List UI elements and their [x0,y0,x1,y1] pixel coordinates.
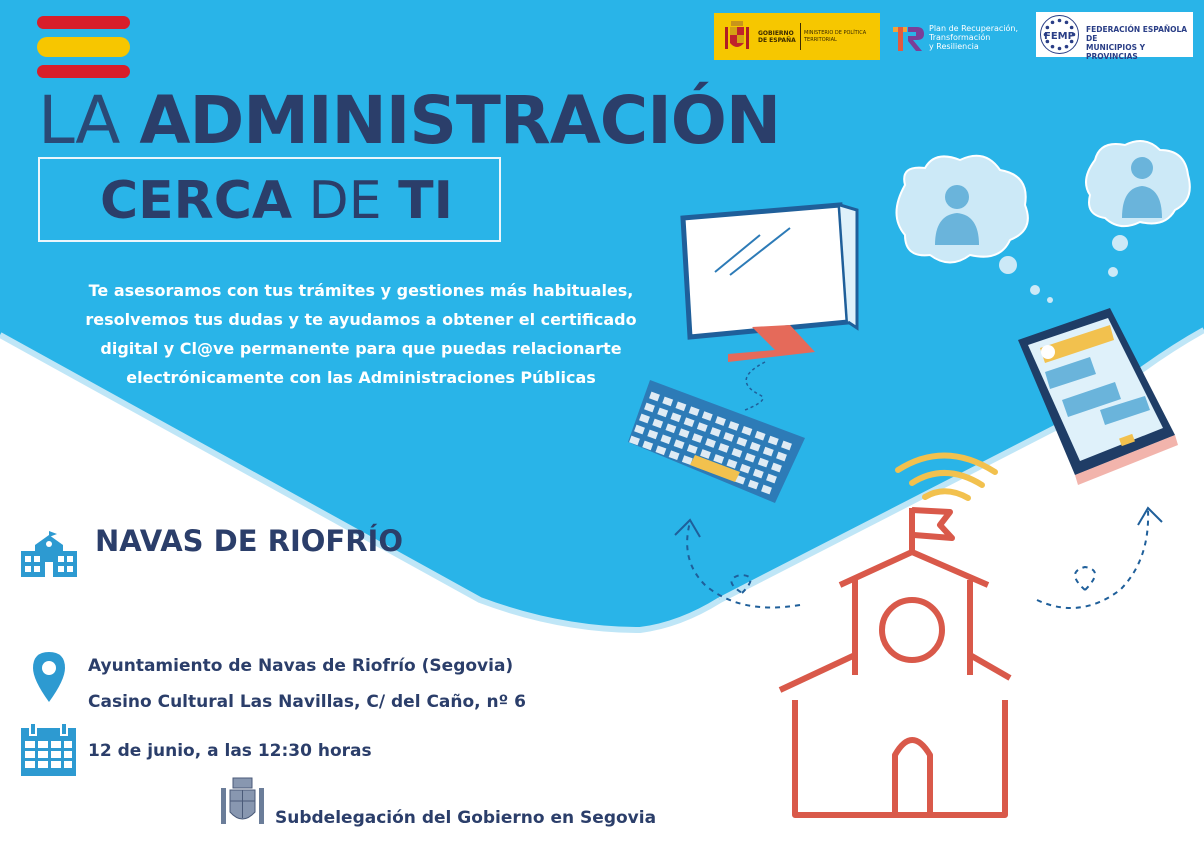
subtitle-word-ti: TI [398,171,453,231]
femp-mark: FEMP [1044,31,1075,42]
intro-line: Te asesoramos con tus trámites y gestiones más habituales, [88,281,634,300]
organizer-name: Subdelegación del Gobierno en Segovia [275,808,657,828]
femp-stars-icon [1039,14,1080,55]
title-word-administracion: ADMINISTRACIÓN [139,82,781,159]
gobierno-text: GOBIERNO DE ESPAÑA [758,30,796,44]
plan-recuperacion-logo [893,22,1025,54]
school-building-icon [21,529,77,577]
femp-text-line: MUNICIPIOS Y PROVINCIAS [1086,43,1146,61]
subtitle-word-de: DE [308,171,382,231]
ministerio-text: MINISTERIO DE POLÍTICA TERRITORIAL [804,30,867,43]
intro-line: resolvemos tus dudas y te ayudamos a obtener el certificado [85,310,637,329]
wifi-signal-icon [898,455,995,498]
plan-text-line: Plan de Recuperación, [929,24,1019,33]
femp-text [1086,25,1192,61]
coat-of-arms-icon [722,19,752,53]
keyboard-icon [628,380,805,503]
user-thought-cloud-icon [897,141,1190,303]
town-name: NAVAS DE RIOFRÍO [95,524,403,558]
page-subtitle [100,170,453,232]
plan-text [929,24,1029,51]
town-hall-wifi-icon [780,508,1010,815]
femp-logo [1036,12,1193,61]
subtitle-word-cerca: CERCA [100,171,293,231]
computer-monitor-icon [683,205,857,362]
prtr-mark-icon [893,24,925,52]
coat-of-arms-icon [219,776,266,828]
venue-line-1: Ayuntamiento de Navas de Riofrío (Segovia) [88,656,514,676]
intro-paragraph [70,276,652,392]
femp-text-line: FEDERACIÓN ESPAÑOLA DE [1086,25,1188,43]
intro-line: digital y Cl@ve permanente para que puedas relacionarte [100,339,622,358]
gobierno-logo [714,13,880,60]
logo-divider [800,23,801,50]
flow-arrows [687,510,1148,608]
plan-text-line: Transformación [929,33,991,42]
venue-line-2: Casino Cultural Las Navillas, C/ del Caño, nº 6 [88,692,526,712]
tablet-chat-icon [1018,308,1178,485]
event-date: 12 de junio, a las 12:30 horas [88,741,372,761]
illustration [620,130,1204,830]
title-word-la: LA [38,82,120,159]
spain-flag-icon [37,16,130,78]
location-pin-icon [33,652,65,702]
plan-text-line: y Resiliencia [929,42,979,51]
calendar-icon [21,723,76,776]
intro-line: electrónicamente con las Administraciones Públicas [126,368,596,387]
